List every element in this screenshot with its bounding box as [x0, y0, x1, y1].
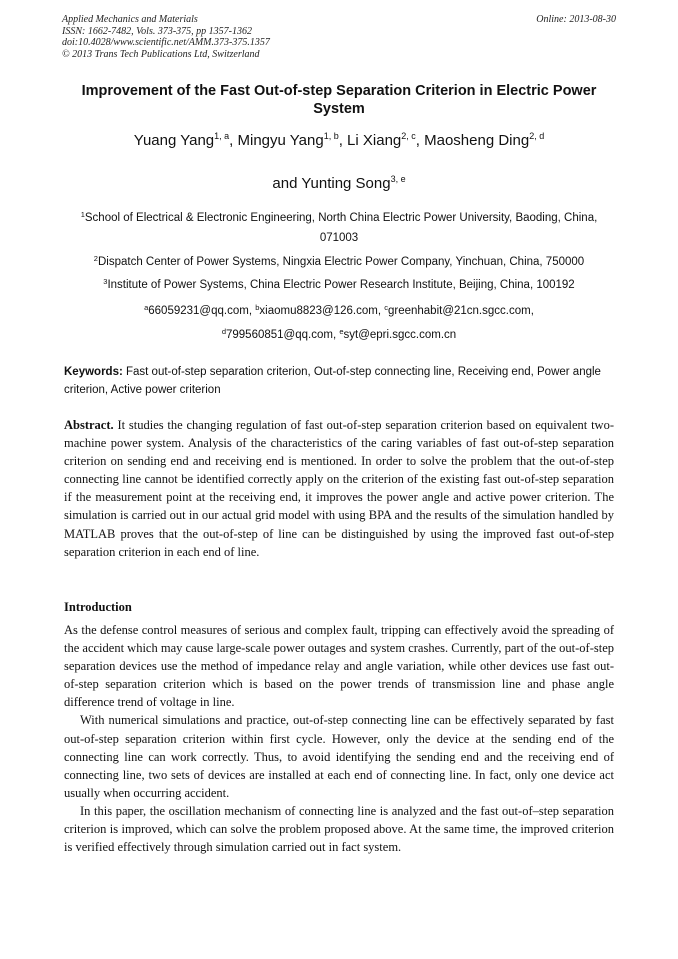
- affiliation-2: [62, 252, 616, 272]
- author-conjunction: and: [272, 175, 302, 192]
- affiliation-superscript: 1: [80, 210, 85, 219]
- author-superscript: 1, b: [323, 131, 339, 141]
- doi-line: doi:10.4028/www.scientific.net/AMM.373-375.1357: [62, 37, 270, 48]
- keywords: [64, 363, 616, 399]
- author-superscript: 3, e: [390, 174, 406, 184]
- keywords-text: Fast out-of-step separation criterion, Out-of-step connecting line, Receiving end, Power angle criterion, Active power criterion: [64, 366, 601, 396]
- paragraph: As the defense control measures of serious and complex fault, tripping can effectively avoid the spreading of the accident which may cause large-scale power outages and system crashes. Currently, part of the out-of-step separation devices use the method of impedance relay and angle variation, while other devices use fast out-of-step separation criterion which is based on the power trends of transmission line and phase angle difference trend of voltage in line.: [64, 623, 614, 710]
- affiliation-text: School of Electrical & Electronic Engineering, North China Electric Power University, Baoding, China, 071003: [84, 212, 598, 244]
- keywords-label: Keywords:: [64, 366, 123, 378]
- author-name: Yunting Song: [301, 175, 391, 192]
- affiliation-superscript: 3: [103, 277, 108, 286]
- affiliation-text: Institute of Power Systems, China Electric Power Research Institute, Beijing, China, 100192: [107, 279, 575, 291]
- abstract-label: Abstract.: [64, 418, 114, 432]
- affiliation-1: [62, 208, 616, 248]
- issn-line: ISSN: 1662-7482, Vols. 373-375, pp 1357-1362: [62, 25, 252, 37]
- author-separator: ,: [229, 132, 238, 149]
- abstract-text: It studies the changing regulation of fast out-of-step separation criterion based on equivalent two-machine power system. Analysis of the characteristics of the caring variables of fast out-of-step separation criterion on sending end and receiving end is mentioned. In order to solve the problem that the out-of-step connecting line cannot be identified correctly apply on the criterion of the existing fast out-of-step separation if the measurement point at the receiving end, it improves the power angle and active power criterion. The simulation is carried out in our actual grid model with using BPA and the results of the simulation handled by MATLAB proves that the out-of-step of line can be distinguished by using the improved fast out-of-step separation criterion in each end of line.: [64, 418, 614, 559]
- author-name: Yuang Yang: [133, 132, 215, 149]
- introduction-body: [64, 621, 614, 856]
- email-superscript: b: [255, 303, 260, 312]
- email-address[interactable]: xiaomu8823@126.com,: [259, 305, 385, 317]
- abstract: [64, 416, 614, 561]
- author-line-1: [40, 131, 638, 151]
- copyright-line: © 2013 Trans Tech Publications Ltd, Switzerland: [62, 48, 260, 60]
- author-separator: ,: [415, 132, 425, 149]
- author-superscript: 1, a: [214, 131, 230, 141]
- author-name: Mingyu Yang: [237, 132, 324, 149]
- author-name: Maosheng Ding: [424, 132, 530, 149]
- journal-name: Applied Mechanics and Materials: [62, 14, 198, 25]
- author-line-2: [40, 174, 638, 194]
- email-address[interactable]: 799560851@qq.com,: [226, 329, 340, 341]
- author-separator: ,: [338, 132, 348, 149]
- email-superscript: c: [384, 303, 388, 312]
- email-line-1: [62, 301, 616, 321]
- email-line-2: [62, 325, 616, 345]
- author-superscript: 2, d: [529, 131, 545, 141]
- affiliation-3: [62, 275, 616, 295]
- email-superscript: e: [339, 327, 344, 336]
- online-date: Online: 2013-08-30: [536, 14, 616, 25]
- section-heading-introduction: Introduction: [64, 600, 132, 614]
- email-address[interactable]: 66059231@qq.com,: [148, 305, 256, 317]
- affiliation-text: Dispatch Center of Power Systems, Ningxia Electric Power Company, Yinchuan, China, 750000: [97, 256, 585, 268]
- paragraph: With numerical simulations and practice, out-of-step connecting line can be effectively separated by fast out-of-step separation criterion within first cycle. However, only the device at the sending end of the connecting line can work correctly. Thus, to avoid identifying the sending end and the receiving end of connecting line, two sets of devices are installed at each end of connecting line. In fact, only one device act usually when occurring accident.: [64, 713, 614, 800]
- paper-title: Improvement of the Fast Out-of-step Separation Criterion in Electric Power System: [81, 83, 597, 117]
- author-name: Li Xiang: [347, 132, 402, 149]
- paragraph: In this paper, the oscillation mechanism of connecting line is analyzed and the fast out-of–step separation criterion is improved, which can solve the problem proposed above. At the same time, the improved criterion is verified effectively through simulation carried out in fact system.: [64, 803, 614, 855]
- email-superscript: d: [221, 327, 226, 336]
- email-address[interactable]: syt@epri.sgcc.com.cn: [343, 329, 457, 341]
- journal-header: [62, 14, 616, 60]
- email-superscript: a: [144, 303, 149, 312]
- author-superscript: 2, c: [401, 131, 416, 141]
- email-address[interactable]: greenhabit@21cn.sgcc.com,: [387, 305, 534, 317]
- affiliation-superscript: 2: [93, 254, 98, 263]
